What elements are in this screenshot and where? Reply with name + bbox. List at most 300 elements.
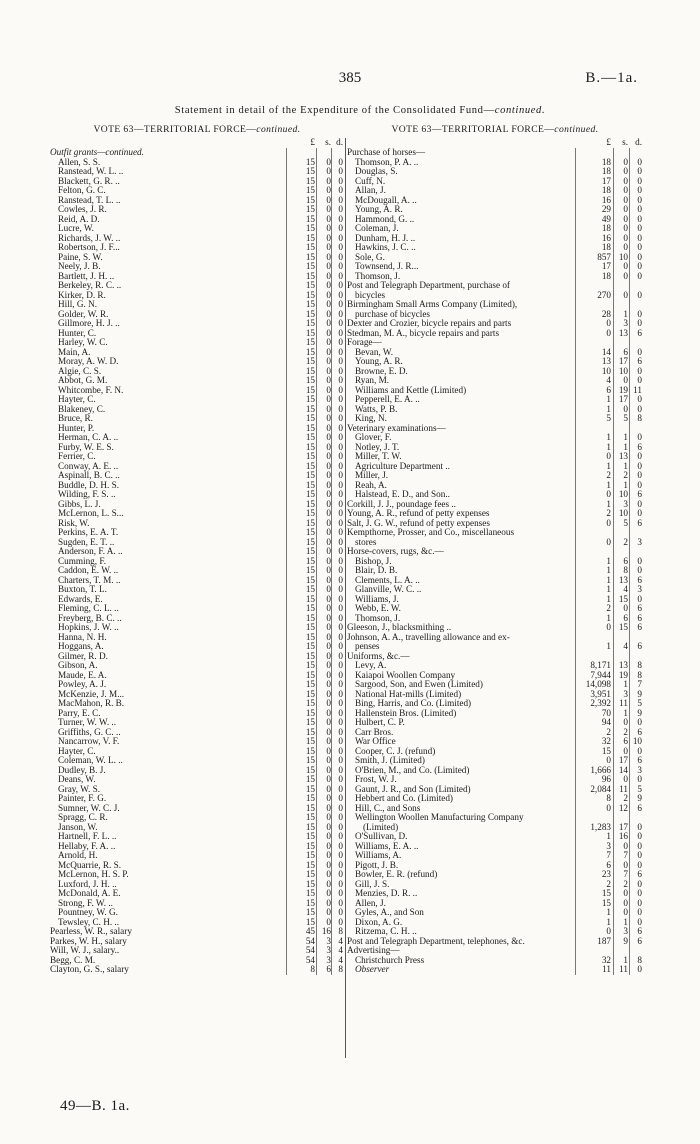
- payee-label: Hayter, C.: [58, 746, 96, 756]
- ledger-row: [50, 595, 344, 605]
- column-rule: [286, 177, 287, 187]
- payee-label: Gill, J. S.: [355, 879, 390, 889]
- column-rule: [575, 433, 576, 443]
- amount-cells: [286, 538, 344, 548]
- pounds-cell: 54: [305, 935, 315, 946]
- amount-cells: [286, 291, 344, 301]
- pence-cell: 0: [637, 270, 642, 281]
- shillings-cell: 0: [326, 261, 331, 271]
- pounds-cell: 15: [305, 175, 315, 186]
- pence-cell: 0: [338, 403, 343, 414]
- payee-label: Tewsley, C. H. ..: [58, 917, 120, 927]
- column-rule: [613, 243, 614, 253]
- column-rule: [316, 870, 317, 880]
- payee-label: Hanna, N. H.: [58, 632, 107, 642]
- pence-cell: 0: [338, 337, 343, 347]
- column-rule: [575, 604, 576, 614]
- column-rule: [629, 918, 630, 928]
- column-rule: [286, 262, 287, 272]
- pounds-cell: 15: [305, 869, 315, 879]
- pounds-cell: 0: [606, 451, 611, 461]
- pence-cell: 8: [637, 669, 642, 680]
- vote-heading-continued: continued.: [554, 124, 599, 135]
- column-rule: [575, 851, 576, 861]
- pounds-cell: 17: [601, 261, 611, 271]
- column-rule: [286, 538, 287, 548]
- column-rule: [316, 699, 317, 709]
- column-rule: [575, 471, 576, 481]
- column-rule: [286, 737, 287, 747]
- payee-label: Levy, A.: [355, 661, 387, 670]
- column-rule: [316, 718, 317, 728]
- column-rule: [331, 718, 332, 728]
- column-rule: [316, 946, 317, 956]
- pence-cell: 8: [637, 954, 642, 965]
- pence-cell: 6: [637, 641, 642, 651]
- payee-label: Advertising—: [347, 946, 400, 955]
- pounds-cell: 15: [305, 650, 315, 661]
- column-rule: [316, 785, 317, 795]
- pence-cell: 0: [637, 185, 642, 195]
- pounds-cell: 13: [601, 356, 611, 366]
- ledger-row: [50, 585, 344, 595]
- column-rule: [316, 443, 317, 453]
- payee-label: Observer: [355, 965, 390, 974]
- column-rule: [331, 414, 332, 424]
- pounds-cell: 1: [606, 394, 611, 404]
- column-rule: [331, 509, 332, 519]
- payee-label: Bevan, W.: [355, 347, 394, 357]
- column-rule: [331, 234, 332, 244]
- column-rule: [331, 576, 332, 586]
- payee-label: Sole, G.: [355, 252, 385, 262]
- shillings-cell: 0: [623, 859, 628, 870]
- pounds-cell: 187: [597, 935, 611, 946]
- column-rule: [629, 889, 630, 899]
- pence-cell: 0: [338, 869, 343, 879]
- pence-cell: 0: [338, 156, 343, 167]
- column-rule: [331, 908, 332, 918]
- payee-label: Kirker, D. R.: [58, 290, 106, 300]
- shillings-header: s.: [325, 137, 331, 147]
- left-rows: [50, 148, 344, 975]
- column-rule: [331, 965, 332, 975]
- shillings-cell: 0: [623, 745, 628, 756]
- payee-label: Pearless, W. R., salary: [50, 927, 132, 936]
- amount-cells: [286, 585, 344, 595]
- column-rule: [286, 718, 287, 728]
- column-rule: [575, 937, 576, 947]
- payee-label: Hill, C., and Sons: [355, 803, 421, 813]
- pence-cell: 0: [637, 365, 642, 376]
- column-rule: [613, 310, 614, 320]
- pounds-cell: 15: [305, 289, 315, 300]
- pence-cell: 0: [637, 394, 642, 404]
- ledger-row: [50, 576, 344, 586]
- ledger-row: [347, 500, 643, 510]
- shillings-cell: 3: [623, 688, 628, 699]
- column-rule: [629, 424, 630, 434]
- column-rule: [613, 946, 614, 956]
- shillings-cell: 0: [326, 308, 331, 319]
- pounds-cell: 2,392: [590, 698, 611, 708]
- column-rule: [613, 823, 614, 833]
- pounds-cell: 15: [305, 584, 315, 594]
- pounds-cell: 1: [606, 403, 611, 414]
- payee-label: Watts, P. B.: [355, 404, 398, 414]
- pence-cell: 0: [338, 213, 343, 224]
- column-rule: [331, 519, 332, 529]
- column-rule: [286, 861, 287, 871]
- column-rule: [331, 490, 332, 500]
- pence-cell: 0: [338, 185, 343, 195]
- column-rule: [331, 319, 332, 329]
- column-rule: [629, 851, 630, 861]
- column-rule: [613, 462, 614, 472]
- column-rule: [575, 699, 576, 709]
- payee-label: Outfit grants—continued.: [50, 148, 144, 157]
- column-rule: [629, 471, 630, 481]
- column-rule: [331, 338, 332, 348]
- amount-cells: [575, 965, 643, 975]
- pounds-cell: 70: [601, 707, 611, 718]
- payee-label: Sugden, E. T. ..: [58, 537, 115, 547]
- pounds-cell: 270: [597, 289, 611, 300]
- pence-cell: 9: [637, 793, 642, 803]
- pence-cell: 10: [632, 736, 642, 746]
- ledger-row: [50, 452, 344, 462]
- ledger-row: [347, 623, 643, 633]
- column-rule: [629, 747, 630, 757]
- pounds-cell: 15: [601, 888, 611, 898]
- payee-label: Allen, S. S.: [58, 157, 101, 167]
- amount-cells: [286, 395, 344, 405]
- payee-label: penses: [355, 642, 380, 651]
- amount-cells: [286, 443, 344, 453]
- payee-label: Parkes, W. H., salary: [50, 936, 127, 946]
- column-rule: [316, 186, 317, 196]
- ledger-row: [347, 186, 643, 196]
- column-rule: [316, 880, 317, 890]
- column-rule: [286, 775, 287, 785]
- shillings-cell: 0: [326, 356, 331, 366]
- pence-cell: 0: [637, 774, 642, 784]
- payee-label: Sargood, Son, and Ewen (Limited): [355, 680, 483, 689]
- shillings-cell: 5: [623, 413, 628, 423]
- column-rule: [331, 661, 332, 671]
- column-rule: [575, 956, 576, 966]
- ledger-row: [347, 908, 643, 918]
- shillings-cell: 0: [623, 261, 628, 271]
- column-rule: [629, 899, 630, 909]
- pounds-cell: 15: [305, 422, 315, 433]
- column-rule: [629, 414, 630, 424]
- pounds-cell: 18: [601, 185, 611, 195]
- ledger-row: [50, 528, 344, 538]
- ledger-row: [50, 348, 344, 358]
- shillings-cell: 0: [326, 517, 331, 528]
- column-rule: [613, 300, 614, 310]
- pounds-cell: 15: [305, 783, 315, 794]
- pence-cell: 11: [633, 384, 642, 395]
- ledger-row: [50, 319, 344, 329]
- pounds-cell: 45: [305, 926, 315, 936]
- column-rule: [613, 490, 614, 500]
- column-rule: [575, 946, 576, 956]
- column-rule: [286, 443, 287, 453]
- ledger-row: [50, 937, 344, 947]
- statement-title-main: Statement in detail of the Expenditure of the Consolidated Fund—: [174, 105, 495, 116]
- column-rule: [613, 908, 614, 918]
- ledger-row: [347, 433, 643, 443]
- column-rule: [629, 595, 630, 605]
- pence-cell: 0: [338, 593, 343, 604]
- column-rule: [331, 215, 332, 225]
- payee-label: Freyberg, B. C. ..: [58, 613, 122, 623]
- payee-label: Robertson, J. F...: [58, 243, 120, 252]
- column-rule: [286, 823, 287, 833]
- amount-cells: [286, 633, 344, 643]
- column-rule: [316, 604, 317, 614]
- column-rule: [629, 614, 630, 624]
- ledger-row: [50, 604, 344, 614]
- ledger-row: [347, 291, 643, 301]
- payee-label: Hunter, P.: [58, 423, 95, 433]
- pence-cell: 0: [637, 194, 642, 205]
- pounds-cell: 18: [601, 270, 611, 281]
- shillings-header: s.: [622, 137, 628, 147]
- column-rule: [331, 690, 332, 700]
- pence-cell: 0: [338, 641, 343, 651]
- shillings-cell: 0: [326, 688, 331, 699]
- column-rule: [629, 186, 630, 196]
- ledger-row: [50, 699, 344, 709]
- column-rule: [613, 775, 614, 785]
- column-rule: [316, 709, 317, 719]
- pence-cell: 0: [637, 175, 642, 186]
- pence-cell: 0: [338, 774, 343, 784]
- shillings-cell: 1: [623, 707, 628, 718]
- ledger-row: [50, 338, 344, 348]
- pounds-cell: 17: [601, 175, 611, 186]
- column-rule: [629, 623, 630, 633]
- column-rule: [613, 889, 614, 899]
- column-rule: [286, 671, 287, 681]
- column-rule: [613, 870, 614, 880]
- column-rule: [613, 338, 614, 348]
- column-rule: [613, 927, 614, 937]
- column-rule: [575, 813, 576, 823]
- payee-label: Aspinall, B. C. ..: [58, 471, 120, 480]
- ledger-row: [347, 253, 643, 263]
- pounds-cell: 15: [305, 346, 315, 357]
- ledger-row: [50, 718, 344, 728]
- payee-label: Miller, J.: [355, 471, 389, 480]
- column-rule: [331, 918, 332, 928]
- column-rule: [629, 927, 630, 937]
- pence-cell: 0: [338, 204, 343, 214]
- pence-cell: 0: [637, 261, 642, 271]
- ledger-row: [50, 262, 344, 272]
- pence-cell: 4: [338, 945, 343, 955]
- pence-cell: 6: [637, 802, 642, 813]
- column-rule: [575, 148, 576, 158]
- amount-cells: [286, 566, 344, 576]
- column-rule: [575, 737, 576, 747]
- column-rule: [316, 889, 317, 899]
- column-rule: [575, 747, 576, 757]
- column-rule: [613, 547, 614, 557]
- shillings-cell: 0: [326, 375, 331, 385]
- column-rule: [613, 614, 614, 624]
- column-rule: [575, 338, 576, 348]
- column-rule: [286, 509, 287, 519]
- pence-cell: 0: [338, 451, 343, 461]
- ledger-row: [50, 547, 344, 557]
- ledger-row: [347, 785, 643, 795]
- ledger-row: [347, 196, 643, 206]
- payee-label: Cuff, N.: [355, 176, 386, 186]
- pounds-cell: 15: [305, 470, 315, 480]
- amount-cells: [286, 937, 344, 947]
- pounds-cell: 1: [606, 612, 611, 623]
- ledger-row: [50, 652, 344, 662]
- shillings-cell: 17: [618, 755, 628, 765]
- pounds-cell: 15: [305, 850, 315, 860]
- pence-cell: 0: [338, 555, 343, 566]
- ledger-row: [50, 737, 344, 747]
- pence-cell: 0: [637, 204, 642, 214]
- pence-cell: 4: [338, 954, 343, 965]
- payee-label: Buddle, D. H. S.: [58, 480, 119, 490]
- amount-cells: [286, 861, 344, 871]
- column-rule: [286, 205, 287, 215]
- column-rule: [629, 500, 630, 510]
- ledger-row: [50, 861, 344, 871]
- shillings-cell: 0: [326, 878, 331, 889]
- shillings-cell: 2: [623, 726, 628, 737]
- shillings-cell: 5: [623, 517, 628, 528]
- pounds-cell: 0: [606, 755, 611, 765]
- pounds-cell: 11: [602, 964, 611, 974]
- right-column: [347, 122, 643, 975]
- shillings-cell: 0: [326, 840, 331, 851]
- column-rule: [613, 899, 614, 909]
- column-rule: [629, 690, 630, 700]
- pence-cell: 0: [338, 251, 343, 262]
- ledger-row: [347, 737, 643, 747]
- column-rule: [575, 367, 576, 377]
- payee-label: Paine, S. W.: [58, 252, 103, 262]
- ledger-row: [347, 234, 643, 244]
- pounds-cell: 15: [305, 432, 315, 442]
- column-rule: [286, 338, 287, 348]
- shillings-cell: 0: [623, 223, 628, 233]
- column-rule: [613, 538, 614, 548]
- payee-label: Lucre, W.: [58, 224, 94, 233]
- pence-cell: 4: [338, 935, 343, 946]
- column-rule: [286, 965, 287, 975]
- column-rule: [316, 756, 317, 766]
- column-rule: [331, 680, 332, 690]
- payee-label: Will, W. J., salary..: [50, 946, 120, 955]
- pence-cell: 8: [338, 926, 343, 936]
- pence-cell: 0: [338, 346, 343, 357]
- column-rule: [331, 813, 332, 823]
- shillings-cell: 0: [623, 185, 628, 195]
- column-rule: [575, 215, 576, 225]
- column-rule: [286, 224, 287, 234]
- ledger-row: [347, 842, 643, 852]
- page-header: [0, 70, 700, 90]
- column-rule: [286, 794, 287, 804]
- column-rule: [331, 889, 332, 899]
- pence-cell: 0: [637, 897, 642, 908]
- column-rule: [613, 424, 614, 434]
- amount-cells: [575, 272, 643, 282]
- shillings-cell: 0: [326, 384, 331, 395]
- column-rule: [316, 253, 317, 263]
- pounds-cell: 7,944: [590, 669, 611, 680]
- shillings-cell: 9: [623, 935, 628, 946]
- shillings-cell: 13: [618, 574, 628, 585]
- pounds-cell: 6: [606, 384, 611, 395]
- pence-cell: 0: [338, 669, 343, 680]
- shillings-cell: 0: [326, 897, 331, 908]
- amount-cells: [286, 243, 344, 253]
- pence-cell: 0: [338, 232, 343, 243]
- ledger-row: [347, 937, 643, 947]
- shillings-cell: 0: [326, 432, 331, 442]
- document-id: B.—1a.: [585, 70, 638, 86]
- column-rule: [575, 614, 576, 624]
- shillings-cell: 0: [326, 280, 331, 290]
- shillings-cell: 0: [623, 774, 628, 784]
- column-rule: [316, 300, 317, 310]
- pounds-cell: 0: [606, 517, 611, 528]
- column-rule: [286, 956, 287, 966]
- payee-label: Hopkins, J. W. ..: [58, 623, 119, 632]
- shillings-cell: 1: [623, 479, 628, 490]
- pence-cell: 0: [338, 717, 343, 727]
- column-divider: [345, 138, 346, 1058]
- column-rule: [629, 167, 630, 177]
- payee-label: Glanville, W. C. ..: [355, 585, 422, 594]
- column-rule: [316, 642, 317, 652]
- shillings-cell: 3: [623, 926, 628, 936]
- pence-cell: 3: [637, 764, 642, 775]
- column-rule: [575, 281, 576, 291]
- column-rule: [331, 158, 332, 168]
- amount-cells: [286, 433, 344, 443]
- column-rule: [316, 243, 317, 253]
- column-rule: [316, 766, 317, 776]
- column-rule: [613, 576, 614, 586]
- pounds-header: £: [310, 137, 315, 147]
- payee-label: McDonald, A. E.: [58, 889, 121, 898]
- payee-label: Nancarrow, V. F.: [58, 737, 120, 746]
- pounds-cell: 15: [305, 460, 315, 471]
- shillings-cell: 0: [623, 204, 628, 214]
- column-rule: [286, 386, 287, 396]
- ledger-row: [347, 148, 643, 158]
- ledger-row: [50, 405, 344, 415]
- pence-cell: 0: [338, 888, 343, 898]
- column-rule: [629, 348, 630, 358]
- column-rule: [316, 690, 317, 700]
- payee-label: Thomson, J.: [355, 613, 401, 623]
- column-rule: [286, 300, 287, 310]
